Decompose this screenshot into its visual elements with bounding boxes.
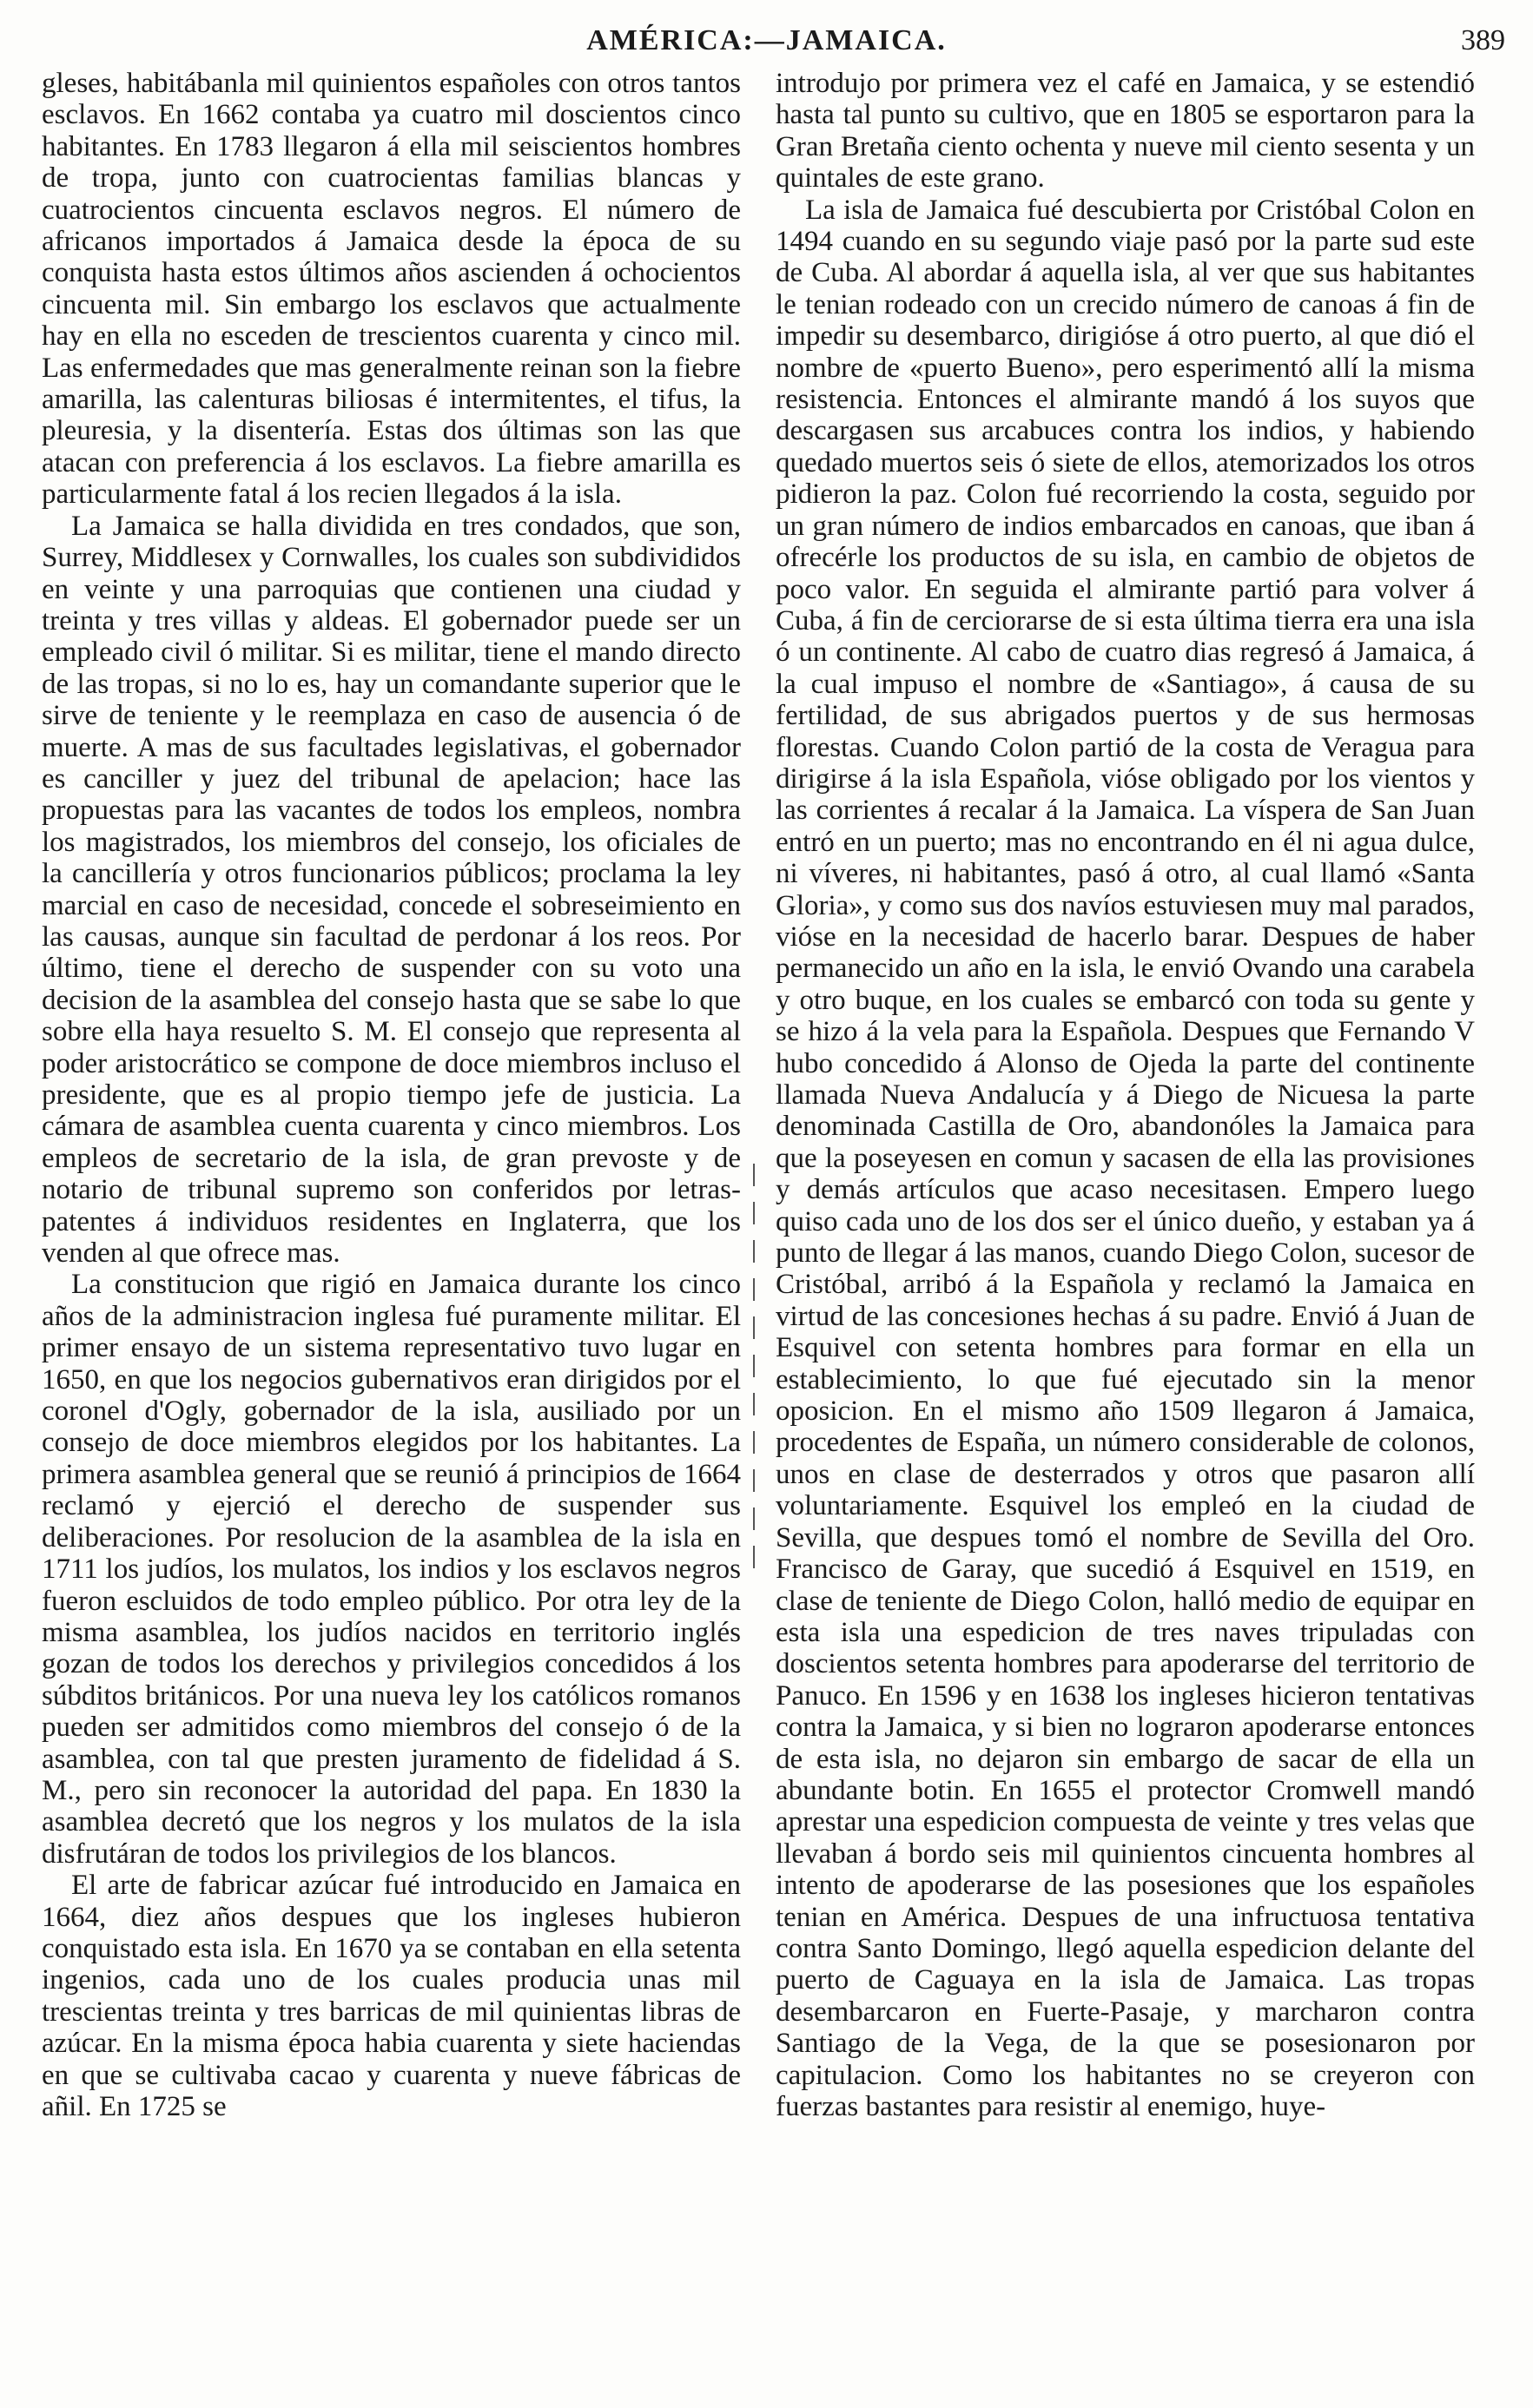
paragraph: El arte de fabricar azúcar fué introducido en Jamaica en 1664, diez años despues que los ingleses hubieron conquistado esta isla. En 1670 ya se contaban en ella setenta ingenios, cada uno de los cuales producia unas mil trescientas treinta y tres barricas de mil quinientas libras de azúcar. En la misma época habia cuarenta y siete haciendas en que se cultivaba cacao y cuarenta y nueve fábricas de añil. En 1725 se	[42, 1870, 741, 2122]
column-rule	[753, 1164, 755, 1572]
page-number: 389	[1461, 24, 1505, 56]
left-column	[42, 68, 741, 2378]
paragraph: La Jamaica se halla dividida en tres condados, que son, Surrey, Middlesex y Cornwalles, los cuales son subdivididos en veinte y una parroquias que contienen una ciudad y treinta y tres villas y aldeas. El gobernador puede ser un empleado civil ó militar. Si es militar, tiene el mando directo de las tropas, si no lo es, hay un comandante superior que le sirve de teniente y le reemplaza en caso de ausencia ó de muerte. A mas de sus facultades legislativas, el gobernador es canciller y juez del tribunal de apelacion; hace las propuestas para las vacantes de todos los empleos, nombra los magistrados, los miembros del consejo, los oficiales de la cancillería y otros funcionarios públicos; proclama la ley marcial en caso de necesidad, concede el sobreseimiento en las causas, aunque sin facultad de perdonar á los reos. Por último, tiene el derecho de suspender con su voto una decision de la asamblea del consejo hasta que se sabe lo que sobre ella haya resuelto S. M. El consejo que representa al poder aristocrático se compone de doce miembros incluso el presidente, que es al propio tiempo jefe de justicia. La cámara de asamblea cuenta cuarenta y cinco miembros. Los empleos de secretario de la isla, de gran prevoste y de notario de tribunal supremo son conferidos por letras-patentes á individuos residentes en Inglaterra, que los venden al que ofrece mas.	[42, 510, 741, 1270]
right-column	[776, 68, 1475, 2378]
paragraph: gleses, habitábanla mil quinientos españoles con otros tantos esclavos. En 1662 contaba ya cuatro mil doscientos cinco habitantes. En 1783 llegaron á ella mil seiscientos hombres de tropa, junto con cuatrocientas familias blancas y cuatrocientos cincuenta esclavos negros. El número de africanos importados á Jamaica desde la época de su conquista hasta estos últimos años ascienden á ochocientos cincuenta mil. Sin embargo los esclavos que actualmente hay en ella no esceden de trescientos cuarenta y cinco mil. Las enfermedades que mas generalmente reinan son la fiebre amarilla, las calenturas biliosas é intermitentes, el tifus, la pleuresia, y la disentería. Estas dos últimas son las que atacan con preferencia á los esclavos. La fiebre amarilla es particularmente fatal á los recien llegados á la isla.	[42, 68, 741, 511]
running-head	[0, 19, 1533, 68]
paragraph: introdujo por primera vez el café en Jamaica, y se estendió hasta tal punto su cultivo, que en 1805 se esportaron para la Gran Bretaña ciento ochenta y nueve mil ciento sesenta y un quintales de este grano.	[776, 68, 1475, 195]
paragraph: La isla de Jamaica fué descubierta por Cristóbal Colon en 1494 cuando en su segundo viaje pasó por la parte sud este de Cuba. Al abordar á aquella isla, al ver que sus habitantes le tenian rodeado con un crecido número de canoas á fin de impedir su desembarco, dirigióse á otro puerto, al que dió el nombre de «puerto Bueno», pero esperimentó allí la misma resistencia. Entonces el almirante mandó á los suyos que descargasen sus arcabuces contra los indios, y habiendo quedado muertos seis ó siete de ellos, atemorizados los otros pidieron la paz. Colon fué recorriendo la costa, seguido por un gran número de indios embarcados en canoas, que iban á ofrecérle los productos de su isla, en cambio de objetos de poco valor. En seguida el almirante partió para volver á Cuba, á fin de cerciorarse de si esta última tierra era una isla ó un continente. Al cabo de cuatro dias regresó á Jamaica, á la cual impuso el nombre de «Santiago», á causa de su fertilidad, de sus abrigados puertos y de sus hermosas florestas. Cuando Colon partió de la costa de Veragua para dirigirse á la isla Española, vióse obligado por los vientos y las corrientes á recalar á la Jamaica. La víspera de San Juan entró en un puerto; mas no encontrando en él ni agua dulce, ni víveres, ni habitantes, pasó á otro, al cual llamó «Santa Gloria», y como sus dos navíos estuviesen muy mal parados, vióse en la necesidad de hacerlo barar. Despues de haber permanecido un año en la isla, le envió Ovando una carabela y otro buque, en los cuales se embarcó con toda su gente y se hizo á la vela para la Española. Despues que Fernando V hubo concedido á Alonso de Ojeda la parte del continente llamada Nueva Andalucía y á Diego de Nicuesa la parte denominada Castilla de Oro, abandonóles la Jamaica para que la poseyesen en comun y sacasen de ella las provisiones y demás artículos que acaso necesitasen. Empero luego quiso cada uno de los dos ser el único dueño, y estaban ya á punto de llegar á las manos, cuando Diego Colon, sucesor de Cristóbal, arribó á la Española y reclamó la Jamaica en virtud de las concesiones hechas á su padre. Envió á Juan de Esquivel con setenta hombres para formar en ella un establecimiento, lo que fué ejecutado sin la menor oposicion. En el mismo año 1509 llegaron á Jamaica, procedentes de España, un número considerable de colonos, unos en clase de desterrados y otros que pasaron allí voluntariamente. Esquivel los empleó en la ciudad de Sevilla, que despues tomó el nombre de Sevilla del Oro. Francisco de Garay, que sucedió á Esquivel en 1519, en clase de teniente de Diego Colon, halló medio de equipar en esta isla una espedicion de tres naves tripuladas con doscientos setenta hombres para apoderarse del territorio de Panuco. En 1596 y en 1638 los ingleses hicieron tentativas contra la Jamaica, y si bien no lograron apoderarse entonces de esta isla, no dejaron sin embargo de sacar de ella un abundante botin. En 1655 el protector Cromwell mandó aprestar una espedicion compuesta de veinte y tres velas que llevaban á bordo seis mil quinientos cincuenta hombres al intento de apoderarse de las posesiones que los españoles tenian en América. Despues de una infructuosa tentativa contra Santo Domingo, llegó aquella espedicion delante del puerto de Caguaya en la isla de Jamaica. Las tropas desembarcaron en Fuerte-Pasaje, y marcharon contra Santiago de la Vega, de la que se posesionaron por capitulacion. Como los habitantes no se creyeron con fuerzas bastantes para resistir al enemigo, huye-	[776, 194, 1475, 2122]
paragraph: La constitucion que rigió en Jamaica durante los cinco años de la administracion inglesa fué puramente militar. El primer ensayo de un sistema representativo tuvo lugar en 1650, en que los negocios gubernativos eran dirigidos por el coronel d'Ogly, gobernador de la isla, ausiliado por un consejo de doce miembros elegidos por los habitantes. La primera asamblea general que se reunió á principios de 1664 reclamó y ejerció el derecho de suspender sus deliberaciones. Por resolucion de la asamblea de la isla en 1711 los judíos, los mulatos, los indios y los esclavos negros fueron escluidos de todo empleo público. Por otra ley de la misma asamblea, los judíos nacidos en territorio inglés gozan de todos los derechos y privilegios concedidos á los súbditos británicos. Por una nueva ley los católicos romanos pueden ser admitidos como miembros del consejo ó de la asamblea, con tal que presten juramento de fidelidad á S. M., pero sin reconocer la autoridad del papa. En 1830 la asamblea decretó que los negros y los mulatos de la isla disfrutáran de todos los privilegios de los blancos.	[42, 1269, 741, 1870]
running-title: AMÉRICA:—JAMAICA.	[586, 24, 947, 56]
